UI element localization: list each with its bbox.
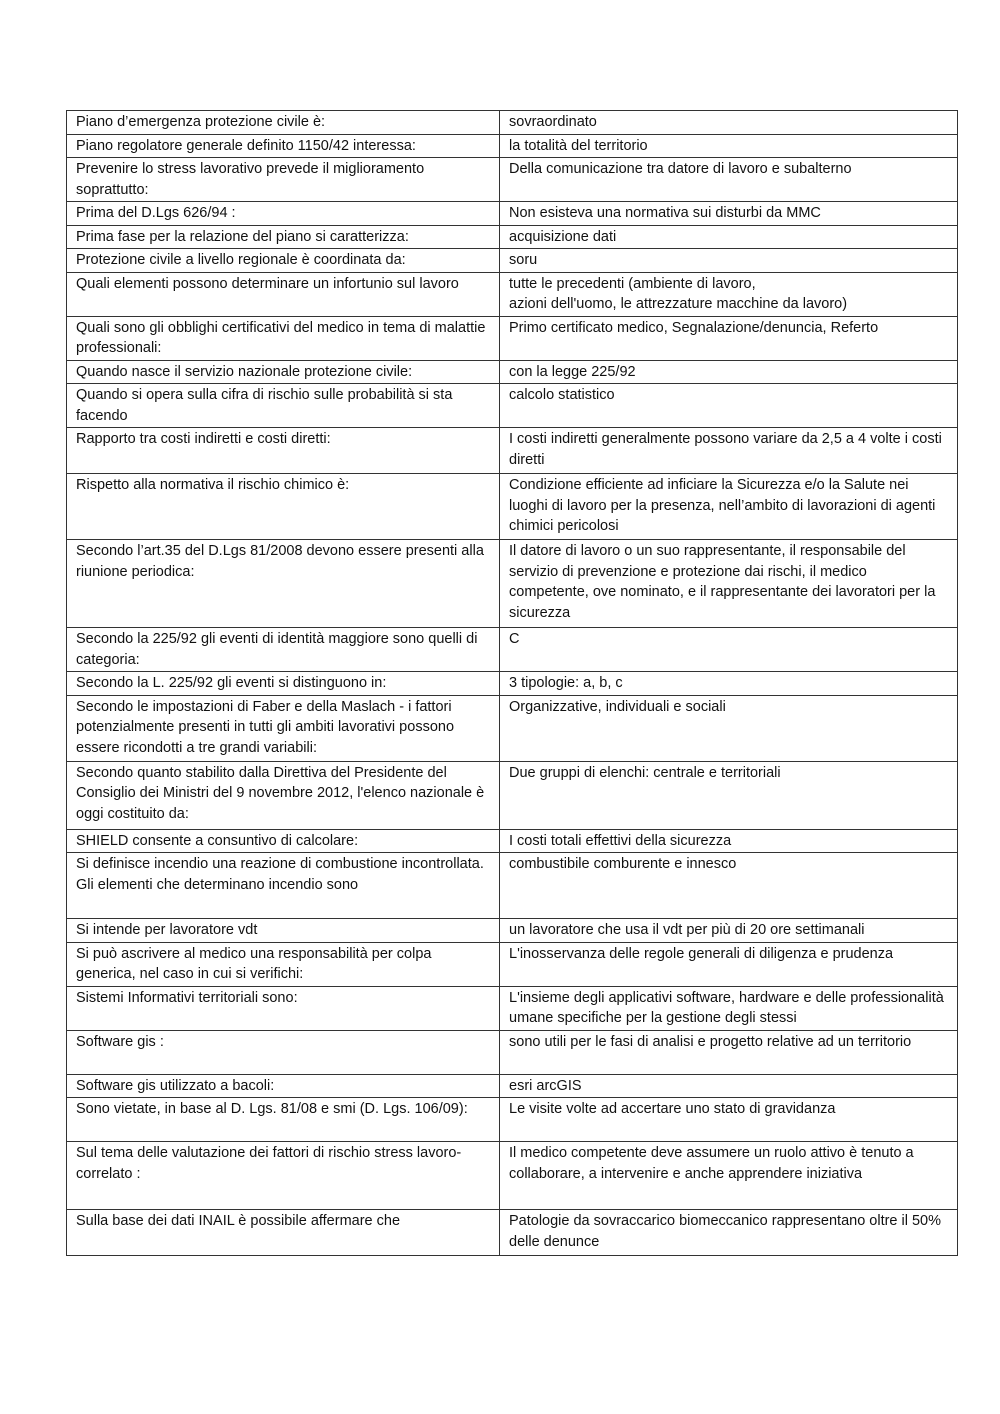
table-row [67,695,958,761]
question-cell: Secondo le impostazioni di Faber e della Maslach - i fattori potenzialmente presenti in tutti gli ambiti lavorativi possono essere ricondotti a tre grandi variabili: [67,695,500,761]
table-row [67,474,958,540]
table-row [67,1098,958,1142]
answer-line: Primo certificato medico, Segnalazione/denuncia, Referto [509,319,879,336]
answer-cell [500,942,958,986]
qa-table-body [67,111,958,1256]
table-row [67,316,958,360]
question-cell: Prima del D.Lgs 626/94 : [67,202,500,226]
question-cell: SHIELD consente a consuntivo di calcolare: [67,829,500,853]
answer-cell [500,986,958,1030]
question-cell: Quando si opera sulla cifra di rischio sulle probabilità si sta facendo [67,384,500,428]
answer-cell [500,695,958,761]
answer-line: Patologie da sovraccarico biomeccanico rappresentano oltre il 50% delle denunce [509,1213,942,1250]
question-cell: Si intende per lavoratore vdt [67,919,500,943]
answer-cell [500,316,958,360]
table-row [67,428,958,474]
answer-line: sovraordinato [509,114,597,130]
table-row [67,1074,958,1098]
table-row [67,202,958,226]
answer-line: Il datore di lavoro o un suo rappresentante, il responsabile del servizio di prevenzione e protezione dai rischi, il medico competente, ove nominato, e il rappresentante dei lavoratori per la sicurezza [509,543,936,621]
question-cell: Rispetto alla normativa il rischio chimico è: [67,474,500,540]
answer-cell [500,919,958,943]
question-cell: Si definisce incendio una reazione di combustione incontrollata. Gli elementi che determinano incendio sono [67,853,500,919]
table-row [67,1210,958,1256]
question-cell: Rapporto tra costi indiretti e costi diretti: [67,428,500,474]
question-cell: Sistemi Informativi territoriali sono: [67,986,500,1030]
question-cell: Software gis utilizzato a bacoli: [67,1074,500,1098]
table-row [67,829,958,853]
table-row [67,540,958,628]
answer-line: sono utili per le fasi di analisi e progetto relative ad un territorio [509,1033,912,1050]
answer-cell [500,672,958,696]
answer-line: I costi totali effettivi della sicurezza [509,832,732,849]
answer-cell [500,1098,958,1142]
answer-cell [500,158,958,202]
answer-cell [500,428,958,474]
answer-line: Organizzative, individuali e sociali [509,698,726,715]
answer-line: L'insieme degli applicativi software, hardware e delle professionalità umane specifiche per la gestione degli stessi [509,989,944,1026]
table-row [67,1030,958,1074]
answer-cell [500,360,958,384]
table-row [67,986,958,1030]
question-cell: Piano d’emergenza protezione civile è: [67,111,500,135]
answer-cell [500,1142,958,1210]
answer-line: Le visite volte ad accertare uno stato di gravidanza [509,1101,836,1117]
answer-cell [500,202,958,226]
table-row [67,134,958,158]
answer-cell [500,384,958,428]
question-cell: Secondo la 225/92 gli eventi di identità maggiore sono quelli di categoria: [67,628,500,672]
answer-line: un lavoratore che usa il vdt per più di 20 ore settimanali [509,922,865,938]
answer-line: con la legge 225/92 [509,363,636,380]
question-cell: Sono vietate, in base al D. Lgs. 81/08 e smi (D. Lgs. 106/09): [67,1098,500,1142]
table-row [67,761,958,829]
question-cell: Quando nasce il servizio nazionale protezione civile: [67,360,500,384]
answer-line: acquisizione dati [509,228,617,245]
answer-line: calcolo statistico [509,387,615,403]
table-row [67,942,958,986]
answer-line: azioni dell'uomo, le attrezzature macchine da lavoro) [509,296,848,312]
question-cell: Software gis : [67,1030,500,1074]
table-row [67,853,958,919]
answer-line: soru [509,252,538,268]
answer-cell [500,111,958,135]
question-cell: Si può ascrivere al medico una responsabilità per colpa generica, nel caso in cui si verifichi: [67,942,500,986]
answer-line: la totalità del territorio [509,137,648,154]
answer-line: Non esisteva una normativa sui disturbi da MMC [509,205,821,221]
table-row [67,384,958,428]
answer-line: esri arcGIS [509,1077,582,1094]
table-row [67,1142,958,1210]
question-cell: Sulla base dei dati INAIL è possibile affermare che [67,1210,500,1256]
table-row [67,272,958,316]
answer-line: tutte le precedenti (ambiente di lavoro, [509,275,756,292]
table-row [67,158,958,202]
answer-cell [500,1210,958,1256]
question-cell: Prevenire lo stress lavorativo prevede il miglioramento soprattutto: [67,158,500,202]
question-cell: Sul tema delle valutazione dei fattori di rischio stress lavoro-correlato : [67,1142,500,1210]
answer-cell [500,628,958,672]
answer-cell [500,1030,958,1074]
question-cell: Quali sono gli obblighi certificativi del medico in tema di malattie professionali: [67,316,500,360]
table-row [67,111,958,135]
answer-cell [500,474,958,540]
answer-cell [500,272,958,316]
answer-line: Due gruppi di elenchi: centrale e territoriali [509,764,781,781]
answer-cell [500,134,958,158]
table-row [67,249,958,273]
answer-line: Condizione efficiente ad inficiare la Sicurezza e/o la Salute nei luoghi di lavoro per la presenza, nell’ambito di lavorazioni di agenti chimici pericolosi [509,477,936,534]
qa-table [66,110,958,1256]
answer-cell [500,829,958,853]
answer-line: C [509,631,520,647]
question-cell: Secondo quanto stabilito dalla Direttiva del Presidente del Consiglio dei Ministri del 9 novembre 2012, l'elenco nazionale è oggi costituito da: [67,761,500,829]
question-cell: Secondo la L. 225/92 gli eventi si distinguono in: [67,672,500,696]
question-cell: Piano regolatore generale definito 1150/42 interessa: [67,134,500,158]
table-row [67,919,958,943]
answer-line: combustibile comburente e innesco [509,856,737,872]
answer-line: Della comunicazione tra datore di lavoro e subalterno [509,161,852,177]
answer-cell [500,1074,958,1098]
answer-line: L'inosservanza delle regole generali di diligenza e prudenza [509,945,894,962]
table-row [67,628,958,672]
answer-line: Il medico competente deve assumere un ruolo attivo è tenuto a collaborare, a intervenire e anche apprendere iniziativa [509,1145,914,1182]
question-cell: Protezione civile a livello regionale è coordinata da: [67,249,500,273]
answer-cell [500,225,958,249]
question-cell: Quali elementi possono determinare un infortunio sul lavoro [67,272,500,316]
question-cell: Secondo l’art.35 del D.Lgs 81/2008 devono essere presenti alla riunione periodica: [67,540,500,628]
answer-cell [500,853,958,919]
table-row [67,225,958,249]
answer-cell [500,249,958,273]
question-cell: Prima fase per la relazione del piano si caratterizza: [67,225,500,249]
answer-line: I costi indiretti generalmente possono variare da 2,5 a 4 volte i costi diretti [509,431,942,468]
answer-cell [500,761,958,829]
answer-line: 3 tipologie: a, b, c [509,675,623,691]
answer-cell [500,540,958,628]
table-row [67,672,958,696]
table-row [67,360,958,384]
